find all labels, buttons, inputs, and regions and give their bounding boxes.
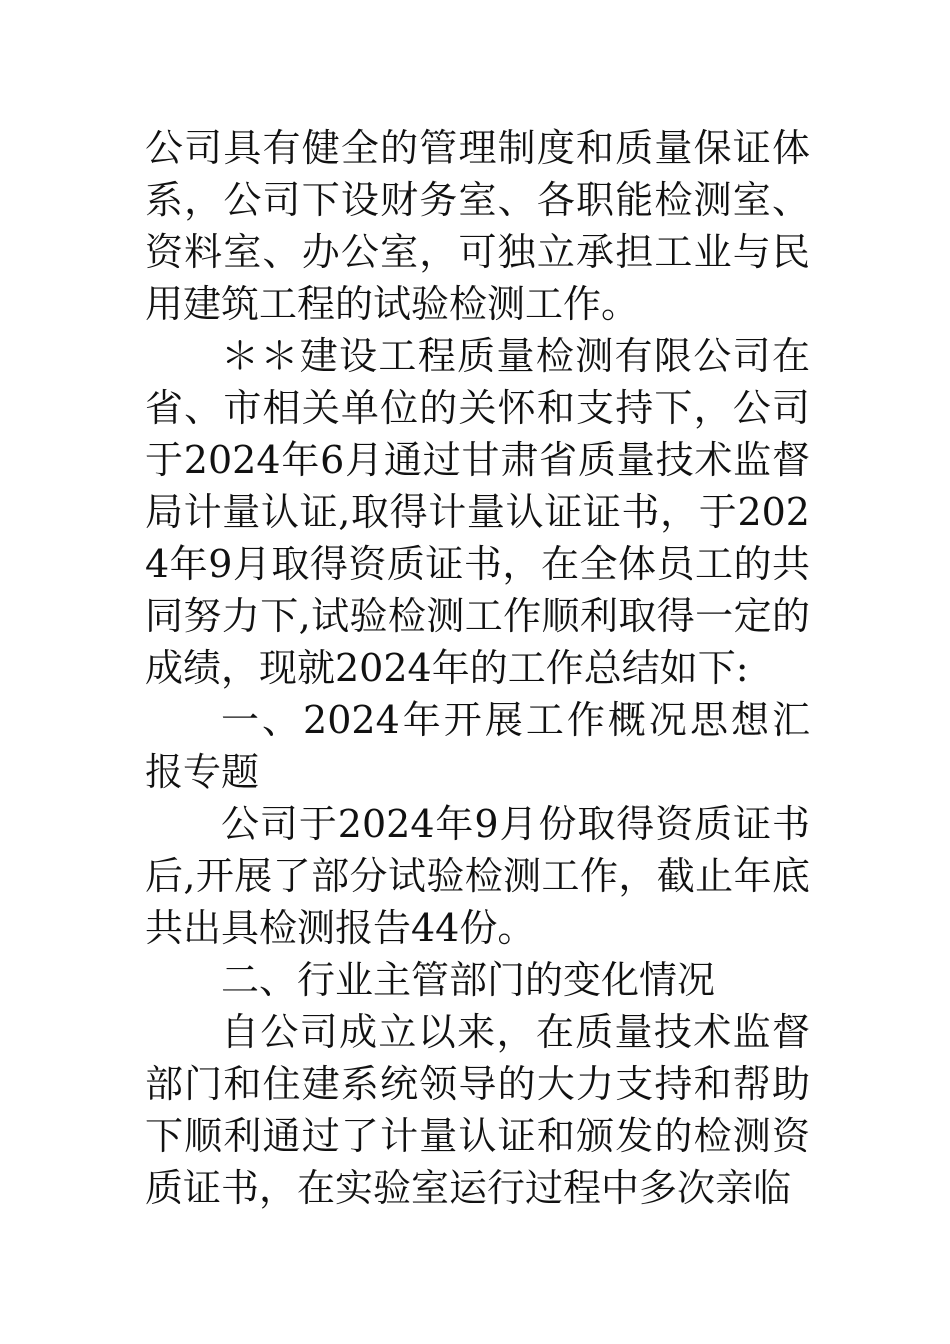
- paragraph-department-changes: 自公司成立以来，在质量技术监督部门和住建系统领导的大力支持和帮助下顺利通过了计量认证和颁发的检测资质证书，在实验室运行过程中多次亲临: [145, 1010, 810, 1210]
- paragraph-company-overview: ＊＊建设工程质量检测有限公司在省、市相关单位的关怀和支持下，公司于2024年6月通过甘肃省质量技术监督局计量认证,取得计量认证证书，于2024年9月取得资质证书，在全体员工的共同努力下,试验检测工作顺利取得一定的成绩，现就2024年的工作总结如下:: [145, 334, 810, 690]
- section-heading-2: 二、行业主管部门的变化情况: [221, 958, 716, 1002]
- paragraph-intro: 公司具有健全的管理制度和质量保证体系，公司下设财务室、各职能检测室、资料室、办公室，可独立承担工业与民用建筑工程的试验检测工作。: [145, 126, 810, 326]
- document-body: [145, 122, 810, 1214]
- paragraph-work-summary: 公司于2024年9月份取得资质证书后,开展了部分试验检测工作，截止年底共出具检测报告44份。: [145, 802, 810, 950]
- section-heading-1: 一、2024年开展工作概况思想汇报专题: [145, 698, 810, 794]
